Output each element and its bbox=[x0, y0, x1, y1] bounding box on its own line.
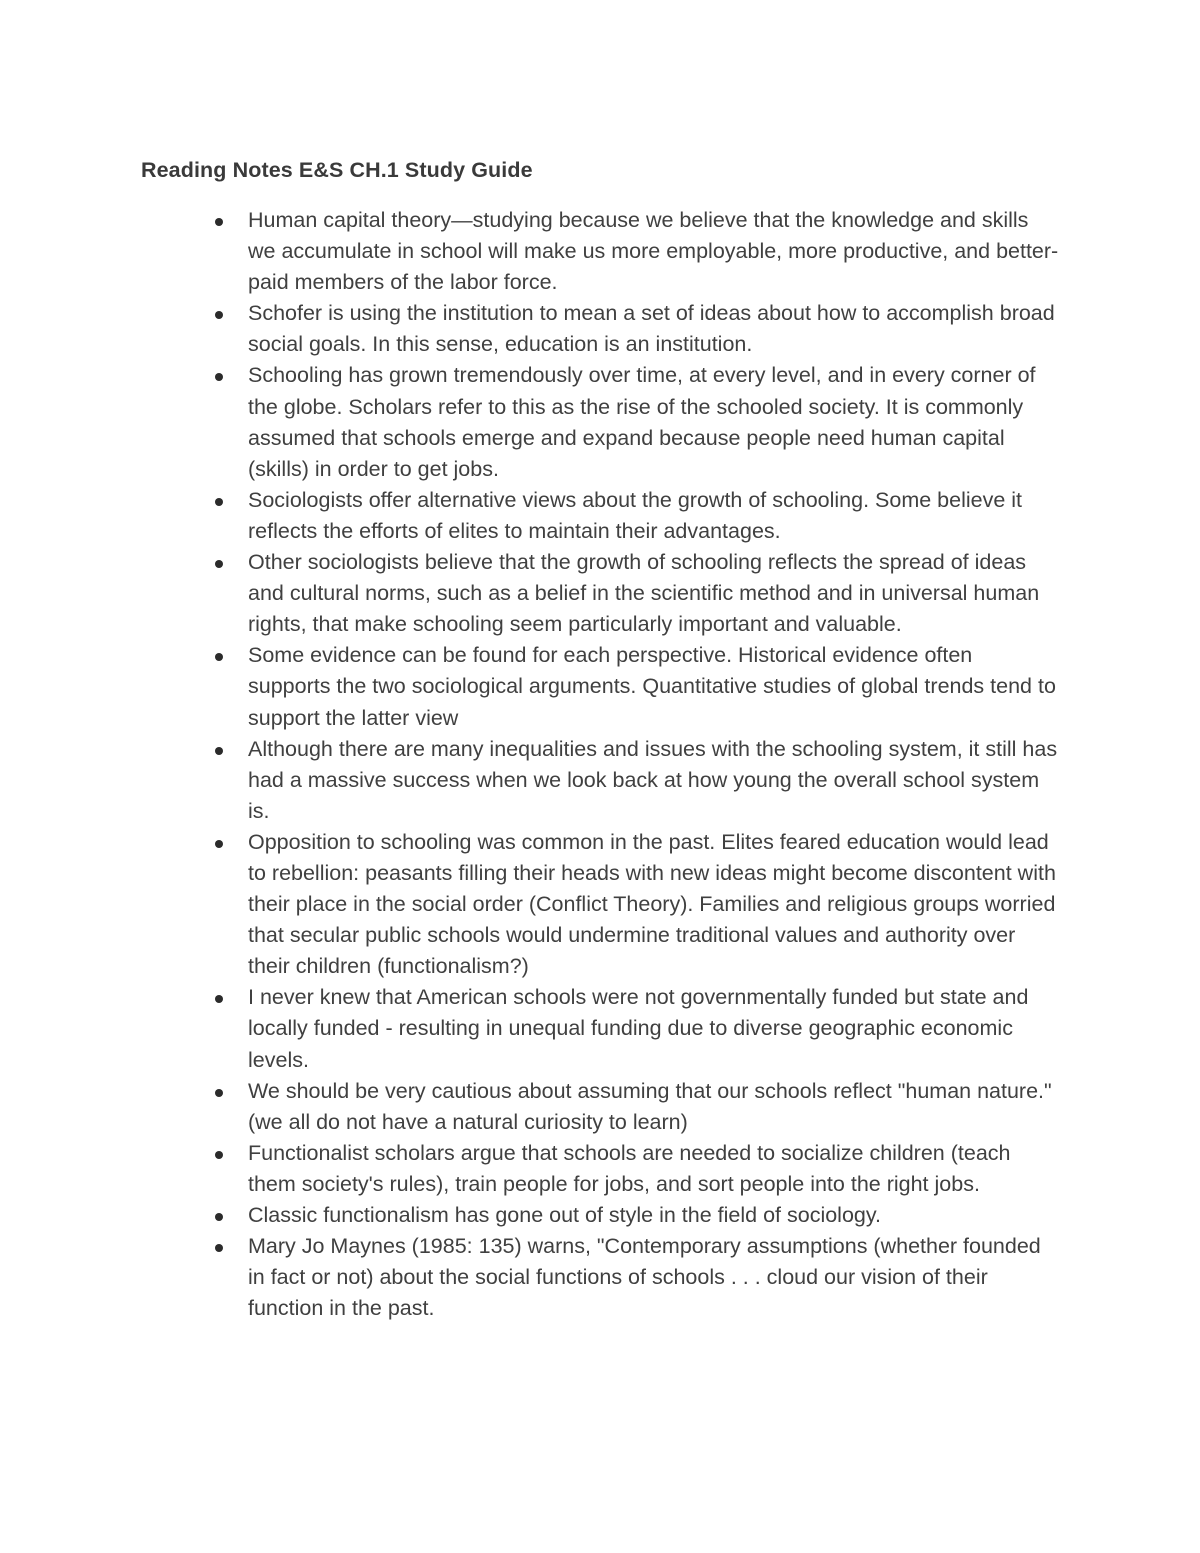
note-item bbox=[0, 485, 1060, 547]
bullet-icon bbox=[215, 560, 223, 568]
note-text: Schofer is using the institution to mean a set of ideas about how to accomplish broad social goals. In this sense, education is an institution. bbox=[248, 301, 1055, 357]
bullet-icon bbox=[215, 498, 223, 506]
note-text: Sociologists offer alternative views about the growth of schooling. Some believe it reflects the efforts of elites to maintain their advantages. bbox=[248, 487, 1023, 543]
bullet-icon bbox=[215, 1213, 223, 1221]
bullet-icon bbox=[215, 1244, 223, 1252]
bullet-icon bbox=[215, 218, 223, 226]
note-text: Classic functionalism has gone out of style in the field of sociology. bbox=[248, 1203, 881, 1227]
note-item bbox=[0, 298, 1060, 360]
note-item bbox=[0, 640, 1060, 733]
note-item bbox=[0, 205, 1060, 298]
bullet-icon bbox=[215, 373, 223, 381]
note-item bbox=[0, 1138, 1060, 1200]
note-text: We should be very cautious about assuming that our schools reflect "human nature." (we all do not have a natural curiosity to learn) bbox=[248, 1078, 1052, 1134]
bullet-icon bbox=[215, 1151, 223, 1159]
note-text: Functionalist scholars argue that schools are needed to socialize children (teach them society's rules), train people for jobs, and sort people into the right jobs. bbox=[248, 1140, 1011, 1196]
bullet-icon bbox=[215, 747, 223, 755]
note-item bbox=[0, 1076, 1060, 1138]
note-text: Some evidence can be found for each perspective. Historical evidence often supports the two sociological arguments. Quantitative studies of global trends tend to support the latter view bbox=[248, 643, 1056, 730]
note-text: Human capital theory—studying because we believe that the knowledge and skills we accumulate in school will make us more employable, more productive, and better-paid members of the labor force. bbox=[248, 208, 1059, 295]
note-text: Opposition to schooling was common in the past. Elites feared education would lead to rebellion: peasants filling their heads with new ideas might become discontent with their place in the social order (Conflict Theory). Families and religious groups worried that secular public schools would undermine traditional values and authority over their children (functionalism?) bbox=[248, 829, 1056, 979]
note-item bbox=[0, 734, 1060, 827]
note-item bbox=[0, 1231, 1060, 1324]
note-item bbox=[0, 827, 1060, 982]
document-title: Reading Notes E&S CH.1 Study Guide bbox=[141, 158, 533, 182]
notes-list bbox=[0, 205, 1200, 1324]
note-item bbox=[0, 547, 1060, 640]
note-item bbox=[0, 982, 1060, 1075]
note-text: Although there are many inequalities and issues with the schooling system, it still has had a massive success when we look back at how young the overall school system is. bbox=[248, 736, 1058, 823]
note-text: I never knew that American schools were not governmentally funded but state and locally funded - resulting in unequal funding due to diverse geographic economic levels. bbox=[248, 985, 1029, 1072]
bullet-icon bbox=[215, 653, 223, 661]
note-item bbox=[0, 1200, 1060, 1231]
note-text: Mary Jo Maynes (1985: 135) warns, "Contemporary assumptions (whether founded in fact or not) about the social functions of schools . . . cloud our vision of their function in the past. bbox=[248, 1234, 1041, 1321]
bullet-icon bbox=[215, 995, 223, 1003]
bullet-icon bbox=[215, 311, 223, 319]
bullet-icon bbox=[215, 840, 223, 848]
bullet-icon bbox=[215, 1089, 223, 1097]
note-text: Other sociologists believe that the growth of schooling reflects the spread of ideas and cultural norms, such as a belief in the scientific method and in universal human rights, that make schooling seem particularly important and valuable. bbox=[248, 550, 1040, 637]
note-text: Schooling has grown tremendously over time, at every level, and in every corner of the globe. Scholars refer to this as the rise of the schooled society. It is commonly assumed that schools emerge and expand because people need human capital (skills) in order to get jobs. bbox=[248, 363, 1036, 481]
note-item bbox=[0, 360, 1060, 484]
